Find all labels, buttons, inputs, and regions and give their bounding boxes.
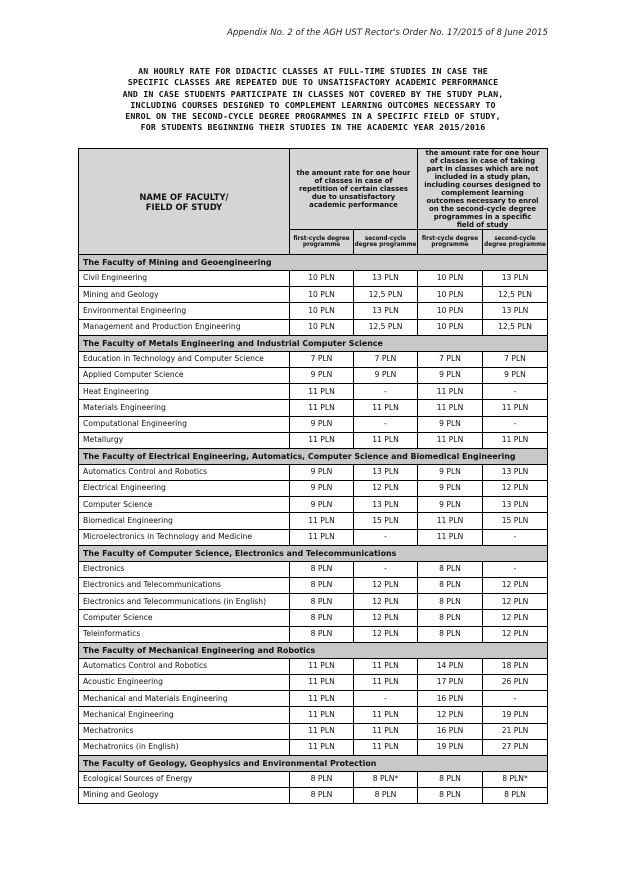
extra-first-cycle-cell: 10 PLN (418, 287, 483, 303)
extra-first-cycle-cell: 8 PLN (418, 578, 483, 594)
repetition-first-cycle-cell: 9 PLN (290, 497, 354, 513)
table-row (79, 319, 548, 335)
table-header (79, 149, 548, 255)
field-of-study-cell: Electronics (79, 561, 290, 577)
extra-second-cycle-cell: 12 PLN (483, 626, 548, 642)
repetition-first-cycle-cell: 10 PLN (290, 287, 354, 303)
faculty-name: The Faculty of Geology, Geophysics and Environmental Protection (79, 755, 548, 771)
heading-line: AND IN CASE STUDENTS PARTICIPATE IN CLASSES NOT COVERED BY THE STUDY PLAN, (122, 88, 504, 99)
table-row (79, 578, 548, 594)
extra-first-cycle-cell: 8 PLN (418, 771, 483, 787)
extra-second-cycle-cell: - (483, 691, 548, 707)
table-row (79, 561, 548, 577)
repetition-second-cycle-cell: 15 PLN (354, 513, 418, 529)
faculty-row (79, 642, 548, 658)
repetition-first-cycle-cell: 11 PLN (290, 384, 354, 400)
faculty-field-header (79, 149, 290, 255)
second-cycle-header: second-cycle degree programme (354, 230, 418, 255)
table-row (79, 287, 548, 303)
extra-second-cycle-cell: 13 PLN (483, 271, 548, 287)
extra-second-cycle-cell: 21 PLN (483, 723, 548, 739)
first-cycle-header: first-cycle degree programme (418, 230, 483, 255)
extra-first-cycle-cell: 11 PLN (418, 400, 483, 416)
extra-first-cycle-cell: 9 PLN (418, 497, 483, 513)
appendix-note: Appendix No. 2 of the AGH UST Rector's Order No. 17/2015 of 8 June 2015 (227, 28, 548, 38)
extra-second-cycle-cell: 18 PLN (483, 658, 548, 674)
repetition-second-cycle-cell: 12 PLN (354, 610, 418, 626)
table-row (79, 529, 548, 545)
table-row (79, 513, 548, 529)
heading-line: AN HOURLY RATE FOR DIDACTIC CLASSES AT FULL-TIME STUDIES IN CASE THE (138, 66, 488, 76)
extra-second-cycle-cell: 9 PLN (483, 367, 548, 383)
table-row (79, 303, 548, 319)
table-row (79, 367, 548, 383)
extra-second-cycle-cell: 8 PLN* (483, 771, 548, 787)
field-of-study-cell: Computer Science (79, 497, 290, 513)
table-row (79, 739, 548, 755)
extra-first-cycle-cell: 7 PLN (418, 351, 483, 367)
repetition-rate-text: the amount rate for one hour of classes in case of repetition of certain classes due to unsatisfactory academic performance (296, 169, 411, 209)
extra-first-cycle-cell: 10 PLN (418, 319, 483, 335)
field-of-study-cell: Teleinformatics (79, 626, 290, 642)
faculty-row (79, 335, 548, 351)
field-of-study-cell: Computer Science (79, 610, 290, 626)
extra-second-cycle-cell: 13 PLN (483, 303, 548, 319)
extra-first-cycle-cell: 19 PLN (418, 739, 483, 755)
field-of-study-cell: Computational Engineering (79, 416, 290, 432)
repetition-second-cycle-cell: 11 PLN (354, 658, 418, 674)
repetition-first-cycle-cell: 9 PLN (290, 481, 354, 497)
table-row (79, 384, 548, 400)
extra-second-cycle-cell: 15 PLN (483, 513, 548, 529)
field-of-study-cell: Biomedical Engineering (79, 513, 290, 529)
repetition-second-cycle-cell: 11 PLN (354, 707, 418, 723)
table-row (79, 351, 548, 367)
repetition-second-cycle-cell: 12 PLN (354, 594, 418, 610)
field-of-study-cell: Electronics and Telecommunications (79, 578, 290, 594)
extra-second-cycle-cell: 12 PLN (483, 594, 548, 610)
extra-first-cycle-cell: 8 PLN (418, 610, 483, 626)
faculty-name: The Faculty of Metals Engineering and Industrial Computer Science (79, 335, 548, 351)
repetition-rate-header (290, 149, 418, 230)
faculty-row (79, 545, 548, 561)
table-row (79, 658, 548, 674)
field-of-study-cell: Civil Engineering (79, 271, 290, 287)
field-of-study-cell: Acoustic Engineering (79, 674, 290, 690)
repetition-first-cycle-cell: 9 PLN (290, 367, 354, 383)
repetition-second-cycle-cell: 11 PLN (354, 739, 418, 755)
extra-first-cycle-cell: 10 PLN (418, 271, 483, 287)
repetition-first-cycle-cell: 11 PLN (290, 432, 354, 448)
table-row (79, 400, 548, 416)
extra-first-cycle-cell: 11 PLN (418, 513, 483, 529)
extra-second-cycle-cell: 11 PLN (483, 400, 548, 416)
header-line: NAME OF FACULTY/ (139, 191, 229, 202)
repetition-second-cycle-cell: 8 PLN (354, 788, 418, 804)
repetition-first-cycle-cell: 8 PLN (290, 561, 354, 577)
table-body (79, 255, 548, 804)
extra-first-cycle-cell: 8 PLN (418, 626, 483, 642)
repetition-second-cycle-cell: - (354, 561, 418, 577)
extra-second-cycle-cell: - (483, 384, 548, 400)
table-row (79, 788, 548, 804)
field-of-study-cell: Environmental Engineering (79, 303, 290, 319)
repetition-second-cycle-cell: 11 PLN (354, 432, 418, 448)
extra-second-cycle-cell: - (483, 561, 548, 577)
repetition-first-cycle-cell: 8 PLN (290, 626, 354, 642)
extra-second-cycle-cell: 12 PLN (483, 578, 548, 594)
faculty-row (79, 448, 548, 464)
repetition-second-cycle-cell: 12 PLN (354, 626, 418, 642)
repetition-first-cycle-cell: 10 PLN (290, 271, 354, 287)
repetition-first-cycle-cell: 11 PLN (290, 674, 354, 690)
extra-first-cycle-cell: 8 PLN (418, 788, 483, 804)
extra-second-cycle-cell: 26 PLN (483, 674, 548, 690)
repetition-second-cycle-cell: - (354, 384, 418, 400)
repetition-first-cycle-cell: 11 PLN (290, 723, 354, 739)
table-row (79, 674, 548, 690)
extra-first-cycle-cell: 10 PLN (418, 303, 483, 319)
field-of-study-cell: Mining and Geology (79, 287, 290, 303)
faculty-name: The Faculty of Electrical Engineering, Automatics, Computer Science and Biomedical Engineering (79, 448, 548, 464)
field-of-study-cell: Electrical Engineering (79, 481, 290, 497)
repetition-first-cycle-cell: 8 PLN (290, 610, 354, 626)
repetition-second-cycle-cell: 11 PLN (354, 400, 418, 416)
table-row (79, 594, 548, 610)
extra-first-cycle-cell: 16 PLN (418, 691, 483, 707)
repetition-first-cycle-cell: 11 PLN (290, 739, 354, 755)
field-of-study-cell: Automatics Control and Robotics (79, 464, 290, 480)
heading-line: SPECIFIC CLASSES ARE REPEATED DUE TO UNSATISFACTORY ACADEMIC PERFORMANCE (127, 77, 499, 88)
extra-second-cycle-cell: 13 PLN (483, 464, 548, 480)
heading-line: ENROL ON THE SECOND-CYCLE DEGREE PROGRAMMES IN A SPECIFIC FIELD OF STUDY, (125, 111, 501, 122)
field-of-study-cell: Electronics and Telecommunications (in English) (79, 594, 290, 610)
faculty-row (79, 255, 548, 271)
extra-second-cycle-cell: 27 PLN (483, 739, 548, 755)
repetition-second-cycle-cell: 11 PLN (354, 674, 418, 690)
field-of-study-cell: Mechatronics (in English) (79, 739, 290, 755)
extra-first-cycle-cell: 12 PLN (418, 707, 483, 723)
field-of-study-cell: Metallurgy (79, 432, 290, 448)
repetition-second-cycle-cell: 13 PLN (354, 497, 418, 513)
repetition-first-cycle-cell: 10 PLN (290, 303, 354, 319)
first-cycle-header: first-cycle degree programme (290, 230, 354, 255)
repetition-second-cycle-cell: - (354, 416, 418, 432)
extra-first-cycle-cell: 11 PLN (418, 432, 483, 448)
repetition-second-cycle-cell: 12 PLN (354, 481, 418, 497)
rates-table (78, 148, 548, 804)
extra-first-cycle-cell: 9 PLN (418, 367, 483, 383)
extra-second-cycle-cell: 12 PLN (483, 481, 548, 497)
extra-second-cycle-cell: 13 PLN (483, 497, 548, 513)
field-of-study-cell: Materials Engineering (79, 400, 290, 416)
field-of-study-cell: Education in Technology and Computer Science (79, 351, 290, 367)
table-row (79, 432, 548, 448)
repetition-second-cycle-cell: - (354, 691, 418, 707)
table-row (79, 610, 548, 626)
extra-second-cycle-cell: - (483, 529, 548, 545)
extra-first-cycle-cell: 17 PLN (418, 674, 483, 690)
extra-classes-rate-header (418, 149, 548, 230)
table-row (79, 464, 548, 480)
faculty-name: The Faculty of Mining and Geoengineering (79, 255, 548, 271)
field-of-study-cell: Management and Production Engineering (79, 319, 290, 335)
repetition-second-cycle-cell: 7 PLN (354, 351, 418, 367)
repetition-second-cycle-cell: 9 PLN (354, 367, 418, 383)
repetition-first-cycle-cell: 11 PLN (290, 658, 354, 674)
repetition-first-cycle-cell: 11 PLN (290, 691, 354, 707)
extra-first-cycle-cell: 8 PLN (418, 594, 483, 610)
extra-first-cycle-cell: 11 PLN (418, 529, 483, 545)
extra-first-cycle-cell: 8 PLN (418, 561, 483, 577)
repetition-second-cycle-cell: 13 PLN (354, 303, 418, 319)
extra-second-cycle-cell: 12,5 PLN (483, 319, 548, 335)
document-heading (66, 66, 560, 134)
table-row (79, 723, 548, 739)
extra-first-cycle-cell: 14 PLN (418, 658, 483, 674)
faculty-name: The Faculty of Mechanical Engineering and Robotics (79, 642, 548, 658)
repetition-second-cycle-cell: 13 PLN (354, 464, 418, 480)
table-row (79, 707, 548, 723)
repetition-first-cycle-cell: 11 PLN (290, 529, 354, 545)
repetition-second-cycle-cell: 13 PLN (354, 271, 418, 287)
repetition-first-cycle-cell: 9 PLN (290, 416, 354, 432)
faculty-row (79, 755, 548, 771)
table-row (79, 626, 548, 642)
extra-first-cycle-cell: 11 PLN (418, 384, 483, 400)
table-row (79, 497, 548, 513)
repetition-first-cycle-cell: 8 PLN (290, 788, 354, 804)
field-of-study-cell: Mechanical and Materials Engineering (79, 691, 290, 707)
field-of-study-cell: Applied Computer Science (79, 367, 290, 383)
repetition-first-cycle-cell: 8 PLN (290, 578, 354, 594)
second-cycle-header: second-cycle degree programme (483, 230, 548, 255)
table-row (79, 416, 548, 432)
extra-second-cycle-cell: 7 PLN (483, 351, 548, 367)
extra-second-cycle-cell: - (483, 416, 548, 432)
repetition-first-cycle-cell: 11 PLN (290, 400, 354, 416)
field-of-study-cell: Automatics Control and Robotics (79, 658, 290, 674)
field-of-study-cell: Mechatronics (79, 723, 290, 739)
heading-line: FOR STUDENTS BEGINNING THEIR STUDIES IN THE ACADEMIC YEAR 2015/2016 (140, 122, 486, 133)
repetition-first-cycle-cell: 11 PLN (290, 513, 354, 529)
table-row (79, 771, 548, 787)
faculty-name: The Faculty of Computer Science, Electronics and Telecommunications (79, 545, 548, 561)
extra-second-cycle-cell: 19 PLN (483, 707, 548, 723)
field-of-study-cell: Mining and Geology (79, 788, 290, 804)
header-line: FIELD OF STUDY (145, 201, 223, 212)
repetition-first-cycle-cell: 8 PLN (290, 594, 354, 610)
repetition-second-cycle-cell: 12,5 PLN (354, 287, 418, 303)
repetition-second-cycle-cell: 11 PLN (354, 723, 418, 739)
table-row (79, 691, 548, 707)
field-of-study-cell: Heat Engineering (79, 384, 290, 400)
repetition-first-cycle-cell: 9 PLN (290, 464, 354, 480)
extra-classes-rate-text: the amount rate for one hour of classes in case of taking part in classes which are not included in a study plan, including courses designed to complement learning outcomes necessary to enrol on the second-cycle degree programmes in a specific field of study (424, 149, 541, 229)
extra-second-cycle-cell: 12,5 PLN (483, 287, 548, 303)
extra-first-cycle-cell: 9 PLN (418, 481, 483, 497)
repetition-first-cycle-cell: 8 PLN (290, 771, 354, 787)
extra-first-cycle-cell: 16 PLN (418, 723, 483, 739)
repetition-second-cycle-cell: 8 PLN* (354, 771, 418, 787)
repetition-first-cycle-cell: 11 PLN (290, 707, 354, 723)
extra-second-cycle-cell: 11 PLN (483, 432, 548, 448)
field-of-study-cell: Ecological Sources of Energy (79, 771, 290, 787)
table-row (79, 271, 548, 287)
extra-second-cycle-cell: 8 PLN (483, 788, 548, 804)
repetition-first-cycle-cell: 7 PLN (290, 351, 354, 367)
repetition-second-cycle-cell: 12 PLN (354, 578, 418, 594)
repetition-first-cycle-cell: 10 PLN (290, 319, 354, 335)
repetition-second-cycle-cell: 12,5 PLN (354, 319, 418, 335)
field-of-study-cell: Mechanical Engineering (79, 707, 290, 723)
repetition-second-cycle-cell: - (354, 529, 418, 545)
heading-line: INCLUDING COURSES DESIGNED TO COMPLEMENT LEARNING OUTCOMES NECESSARY TO (130, 99, 496, 110)
extra-second-cycle-cell: 12 PLN (483, 610, 548, 626)
extra-first-cycle-cell: 9 PLN (418, 464, 483, 480)
extra-first-cycle-cell: 9 PLN (418, 416, 483, 432)
table-row (79, 481, 548, 497)
field-of-study-cell: Microelectronics in Technology and Medicine (79, 529, 290, 545)
